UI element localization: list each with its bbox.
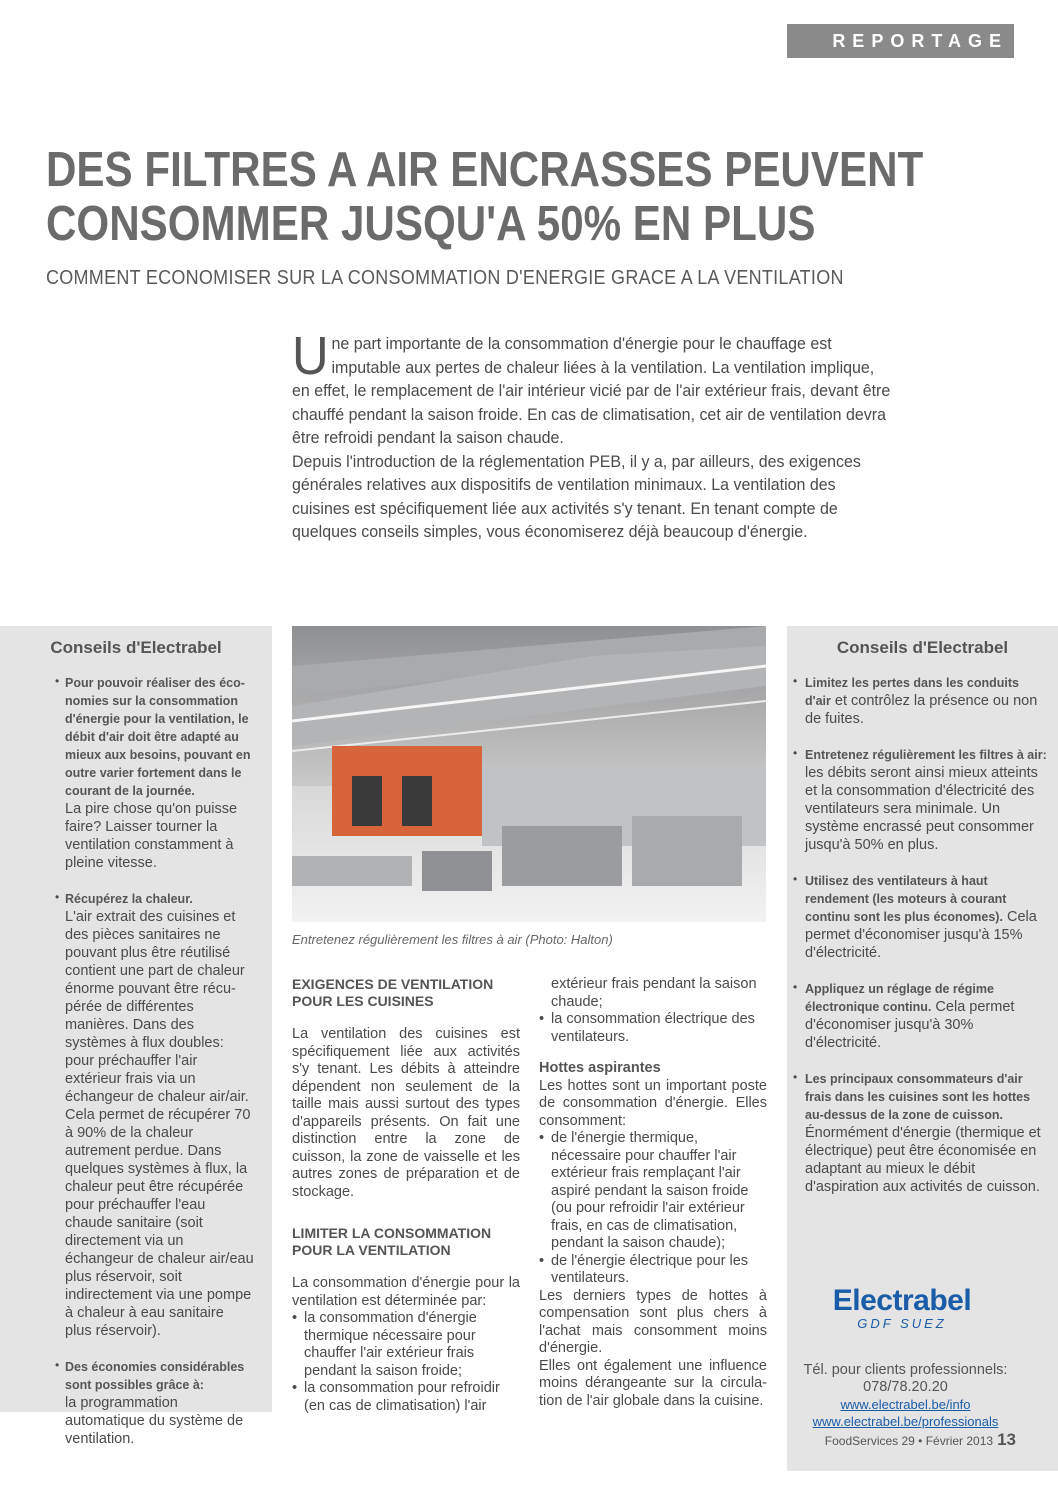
left-box-title: Conseils d'Electrabel xyxy=(50,638,222,657)
bullet-icon: • xyxy=(55,674,60,688)
tip-lead: Utilisez des ventilateurs à haut rendement (les moteurs à courant continu sont les plus économes). xyxy=(805,874,1007,924)
intro-text xyxy=(292,326,894,544)
phone-label: Tél. pour clients professionnels: xyxy=(803,1362,1008,1378)
title-line-1: DES FILTRES A AIR ENCRASSES PEUVENT xyxy=(46,143,924,197)
tip-text: Énormément d'énergie (thermique et électrique) peut être économisée en adaptant au mieux le débit d'aspiration aux activités de cuisson. xyxy=(805,1125,1041,1195)
footer-publication: FoodServices 29 • Février 2013 xyxy=(824,1434,994,1448)
continued-text: extérieur frais pendant la saison chaude; xyxy=(551,976,757,1010)
tip-lead: Entretenez régulièrement les filtres à air: xyxy=(805,748,1047,762)
bullet-icon: • xyxy=(793,1070,798,1084)
kitchen-illustration xyxy=(292,626,766,922)
tip-lead: Pour pouvoir réaliser des éco-nomies sur la consommation d'énergie pour la ventilation, le débit d'air doit être adapté au mieux aux besoins, pouvant en outre varier fortement dans le courant de la journée. xyxy=(65,676,251,798)
paragraph: Les derniers types de hottes à compensation sont plus chers à l'achat mais consomment moins d'énergie. xyxy=(539,1287,767,1356)
list-item: • la consommation d'énergie thermique nécessaire pour chauffer l'air extérieur frais pendant la saison froide; xyxy=(292,1310,520,1380)
hood-consumption-list xyxy=(539,1130,767,1288)
contact-info xyxy=(787,1362,1024,1430)
list-item: • de l'énergie thermique, nécessaire pour chauffer l'air extérieur frais remplaçant l'air aspiré pendant la saison froide (ou pour refroidir l'air extérieur frais, en cas de climatisation, pendant la saison chaude); xyxy=(539,1130,767,1253)
paragraph: La ventilation des cuisines est spécifiquement liée aux activités s'y tenant. Les débits à atteindre dépendent non seulement de la taille mais aussi surtout des types d'appareils présents. On fait une distinction entre la zone de cuisson, la zone de vaisselle et les autres zones de préparation et de stockage. xyxy=(292,1026,520,1200)
right-tip-5 xyxy=(793,1070,1048,1196)
article-title xyxy=(46,143,924,251)
right-box-title: Conseils d'Electrabel xyxy=(836,638,1009,657)
paragraph: Les hottes sont un important poste de consommation d'énergie. Elles consomment: xyxy=(539,1077,767,1129)
tip-lead: Limitez les pertes dans les conduits d'air xyxy=(805,676,1019,708)
article-subtitle: COMMENT ECONOMISER SUR LA CONSOMMATION D'ENERGIE GRACE A LA VENTILATION xyxy=(46,267,844,289)
electrabel-logo xyxy=(822,1284,982,1331)
list-item: • la consommation pour refroidir (en cas de climatisation) l'air xyxy=(292,1380,520,1415)
tip-text: La pire chose qu'on puisse faire? Laisser tourner la ventilation constamment à pleine vitesse. xyxy=(65,801,238,871)
right-tips-box xyxy=(787,626,1058,1471)
section-heading-limiter: LIMITER LA CONSOMMATION POUR LA VENTILATION xyxy=(292,1225,492,1258)
section-tag: REPORTAGE xyxy=(787,24,1014,58)
left-tips-box xyxy=(0,626,272,1447)
kitchen-photo xyxy=(292,626,766,922)
right-tip-3 xyxy=(793,872,1048,962)
phone-number: 078/78.20.20 xyxy=(863,1379,948,1395)
tip-text: les débits seront ainsi mieux atteints et la consommation d'électricité des ventilateurs sera minimale. Un système encrassé peut consommer jusqu'à 50% en plus. xyxy=(805,765,1038,853)
dropcap: U xyxy=(292,326,329,386)
list-item: • la consommation électrique des ventilateurs. xyxy=(539,1011,767,1046)
paragraph: Elles ont également une influence moins dérangeante sur la circula-tion de l'air globale dans la cuisine. xyxy=(539,1357,767,1409)
tip-lead: Appliquez un réglage de régime électronique continu. xyxy=(805,982,994,1014)
left-tip-3 xyxy=(55,1358,254,1448)
title-line-2: CONSOMMER JUSQU'A 50% EN PLUS xyxy=(46,197,816,251)
bullet-icon: • xyxy=(793,872,798,886)
article-column-1 xyxy=(292,976,520,1415)
tip-text: et contrôlez la présence ou non de fuites. xyxy=(805,693,1038,727)
left-tips-list xyxy=(0,674,272,1448)
tip-lead: Des économies considérables sont possibles grâce à: xyxy=(65,1360,245,1392)
consumption-list xyxy=(292,1310,520,1415)
section-heading-hottes: Hottes aspirantes xyxy=(539,1060,661,1076)
tip-text: Cela permet d'économiser jusqu'à 30% d'électricité. xyxy=(805,999,1015,1051)
right-tip-1 xyxy=(793,674,1048,728)
bullet-icon: • xyxy=(793,980,798,994)
logo-name: Electrabel xyxy=(832,1284,972,1317)
bullet-icon: • xyxy=(55,890,60,904)
list-item: • de l'énergie électrique pour les ventilateurs. xyxy=(539,1253,767,1288)
page-footer xyxy=(825,1430,1016,1450)
link-professionals[interactable]: www.electrabel.be/professionals xyxy=(812,1414,999,1429)
tip-text: la programmation automatique du système de ventilation. xyxy=(65,1395,244,1447)
tip-text: Cela permet d'économiser jusqu'à 15% d'électricité. xyxy=(805,909,1037,961)
consumption-list-cont xyxy=(539,1011,767,1046)
logo-subbrand: GDF SUEZ xyxy=(857,1316,947,1331)
section-heading-exigences: EXIGENCES DE VENTILATION POUR LES CUISINES xyxy=(292,976,494,1009)
intro-paragraph-1: ne part importante de la consommation d'énergie pour le chauffage est imputable aux pertes de chaleur liées à la ventilation. La ventilation implique, en effet, le remplacement de l'air intérieur vicié par de l'air extérieur frais, devant être chauffé pendant la saison froide. En cas de climatisation, cet air de ventilation devra être refroidi pendant la saison chaude. xyxy=(292,334,891,447)
left-tip-1 xyxy=(55,674,254,872)
intro-paragraph-2: Depuis l'introduction de la réglementation PEB, il y a, par ailleurs, des exigences générales relatives aux dispositifs de ventilation minimaux. La ventilation des cuisines est spécifiquement liée aux activités s'y tenant. En tenant compte de quelques conseils simples, vous économiserez déjà beaucoup d'énergie. xyxy=(292,451,861,541)
right-tip-4 xyxy=(793,980,1048,1052)
photo-caption: Entretenez régulièrement les filtres à air (Photo: Halton) xyxy=(292,932,613,947)
tip-text: L'air extrait des cuisines et des pièces sanitaires ne pouvant plus être réutilisé contient une part de chaleur énorme pouvant être récu-pérée de différentes manières. Dans des systèmes à flux doubles: pour préchauffer l'air extérieur frais via un échangeur de chaleur air/air. Cela permet de récupérer 70 à 90% de la chaleur autrement perdue. Dans quelques systèmes à flux, la chaleur peut être récupérée pour préchauffer l'eau chaude sanitaire (soit directement via un échangeur de chaleur air/eau plus réservoir, soit indirectement via une pompe à chaleur à eau sanitaire plus réservoir). xyxy=(65,909,254,1339)
bullet-icon: • xyxy=(793,674,798,688)
page-number: 13 xyxy=(997,1430,1016,1449)
right-tips-list xyxy=(787,674,1058,1196)
bullet-icon: • xyxy=(55,1358,60,1372)
bullet-icon: • xyxy=(793,746,798,760)
link-info[interactable]: www.electrabel.be/info xyxy=(840,1397,971,1412)
left-tip-2 xyxy=(55,890,254,1340)
tip-lead: Récupérez la chaleur. xyxy=(65,892,193,906)
article-column-2 xyxy=(539,976,767,1410)
right-tip-2 xyxy=(793,746,1048,854)
tip-lead: Les principaux consommateurs d'air frais dans les cuisines sont les hottes au-dessus de la zone de cuisson. xyxy=(805,1072,1031,1122)
paragraph: La consommation d'énergie pour la ventilation est déterminée par: xyxy=(292,1275,520,1309)
